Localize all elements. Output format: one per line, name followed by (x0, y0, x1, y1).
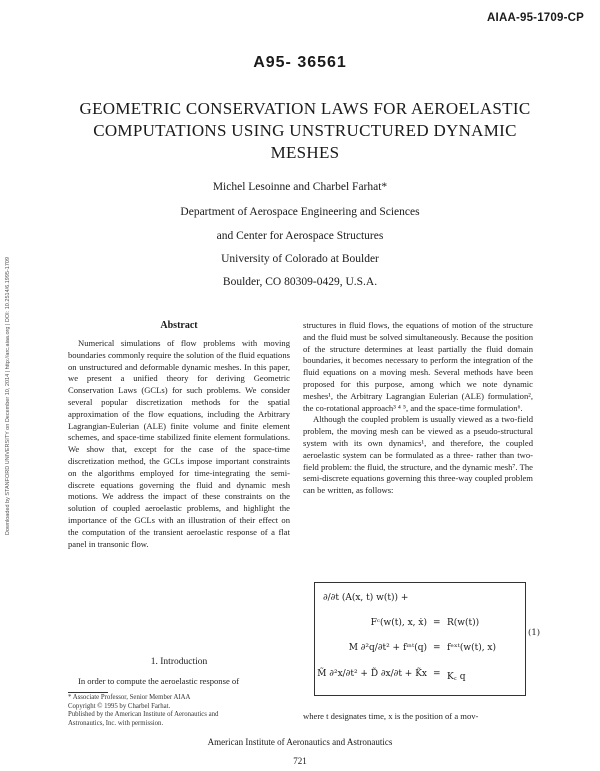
intro-text: In order to compute the aeroelastic response of (78, 676, 240, 686)
equals-sign: = (433, 643, 441, 653)
equation-row (317, 669, 519, 683)
equation-rhs: K꜀ q (447, 672, 466, 682)
equation-rhs: fᵉˣᵗ(w(t), x) (447, 643, 497, 653)
equation-row (323, 643, 519, 657)
equation-lhs: M̃ ∂²x/∂t² + D̃ ∂x/∂t + K̃x (317, 669, 427, 679)
footnote-divider (68, 692, 108, 693)
equation-lhs: M ∂²q/∂t² + fⁱⁿᵗ(q) (348, 643, 427, 653)
affiliation-line: Department of Aerospace Engineering and Sciences (180, 206, 420, 218)
report-number: AIAA-95-1709-CP (487, 12, 584, 24)
footnotes (68, 694, 290, 728)
post-equation-line: where t designates time, x is the position of a mov- (303, 711, 479, 721)
affiliation-line: University of Colorado at Boulder (221, 253, 379, 265)
equals-sign: = (433, 669, 441, 679)
authors: Michel Lesoinne and Charbel Farhat* (212, 181, 388, 193)
right-para-1: structures in fluid flows, the equations of motion of the structure and the fluid must be solved simultaneously. Because the position of the structure determines at least partially the fluid domain boundaries, it becomes necessary to perform the integration of the fluid equations on a moving mesh. Several methods have been proposed for this purpose, among which we note dynamic meshes¹, the Arbitrary Lagrangian Eulerian (ALE) formulation², the co-rotational approach³ ⁴ ⁵, and the space-time formulation⁶. (303, 320, 533, 413)
footnote-line: Astronautics, Inc. with permission. (68, 719, 164, 727)
equation-lhs: Fᶜ(w(t), x, ẋ) (370, 618, 427, 628)
paper-title (70, 98, 540, 164)
post-equation-text (303, 711, 533, 723)
title-line: COMPUTATIONS USING UNSTRUCTURED DYNAMIC (93, 121, 517, 140)
abstract-text: Numerical simulations of flow problems with moving boundaries commonly require the solution of the fluid equations on unstructured and deformable dynamic meshes. In this paper, we present a unified theory for deriving Geometric Conservation Laws (GCLs) for such problems. We consider several popular discretization methods for the spatial approximation of the flow equations, including the Arbitrary Lagrangian-Eulerian (ALE) finite volume and finite element schemes, and space-time stabilized finite element formulations. We show that, except for the case of the space-time discretization method, the GCLs impose important constraints on the algorithms employed for time-integrating the semi-discrete equations governing the fluid and dynamic mesh motions. We address the impact of these constraints on the solution of coupled aeroelastic problems, and highlight the importance of the GCLs with an illustration of their effect on the computation of the transient aeroelastic response of a flat panel in transonic flow. (68, 338, 290, 549)
equation-row (323, 593, 519, 607)
equation-lhs: ∂/∂t (A(x, t) w(t)) + (323, 593, 409, 603)
abstract-body (68, 338, 290, 550)
footnote-line: * Associate Professor, Senior Member AIAA (68, 694, 191, 701)
accession-number: A95- 36561 (253, 54, 347, 71)
footnote-line: Published by the American Institute of Aeronautics and (68, 711, 219, 719)
page-number: 721 (293, 756, 307, 766)
equation-rhs: R(w(t)) (447, 618, 480, 628)
publisher-footer: American Institute of Aeronautics and Astronautics (207, 737, 393, 747)
affiliation-line: Boulder, CO 80309-0429, U.S.A. (222, 276, 378, 288)
intro-heading: 1. Introduction (150, 657, 208, 667)
affiliation-line: and Center for Aerospace Structures (216, 230, 384, 242)
equals-sign: = (433, 618, 441, 628)
intro-first-line (68, 676, 290, 688)
equation-box (314, 582, 526, 696)
title-line: MESHES (270, 143, 340, 162)
footnote-line: Copyright © 1995 by Charbel Farhat. (68, 702, 171, 710)
title-line: GEOMETRIC CONSERVATION LAWS FOR AEROELASTIC (79, 99, 531, 118)
abstract-heading: Abstract (160, 320, 198, 331)
right-para-2: Although the coupled problem is usually viewed as a two-field problem, the moving mesh can be viewed as a pseudo-structural system with its own dynamics¹, and therefore, the coupled aeroelastic system can be formulated as a three- rather than two-field problem: the fluid, the structure, and the dynamic mesh⁷. The semi-discrete equations governing this three-way coupled problem can be written, as follows: (303, 414, 533, 496)
equation-number: (1) (528, 628, 541, 638)
download-stamp: Downloaded by STANFORD UNIVERSITY on December 10, 2014 | http://arc.aiaa.org | DOI: 10.2514/6.1995-1709 (5, 256, 11, 536)
right-column-body (303, 320, 533, 497)
equation-row (323, 618, 519, 632)
